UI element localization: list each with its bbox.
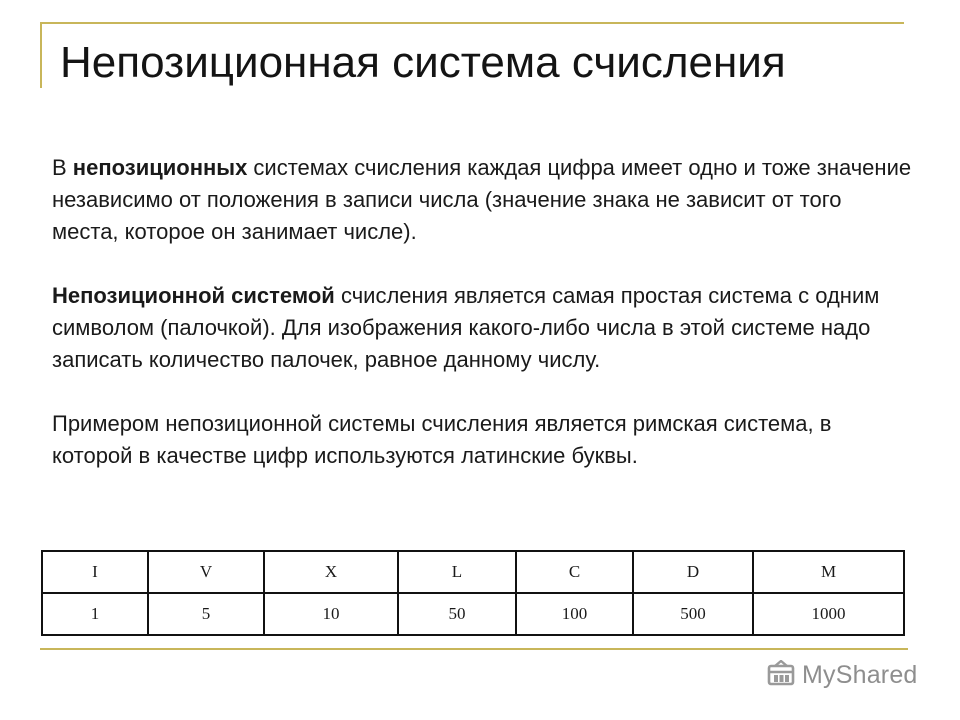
watermark-text: MyShared — [802, 660, 918, 689]
paragraph-2-text: счисления является самая простая система с одним символом (палочкой). Для изображения какого-либо числа в этой системе надо записать количество палочек, равное данному числу. — [52, 283, 880, 372]
paragraph-1-text: системах счисления каждая цифра имеет одно и тоже значение независимо от положения в записи числа (значение знака не зависит от того места, которое он занимает числе). — [52, 155, 912, 244]
paragraph-2 — [52, 280, 912, 376]
roman-numerals-table — [41, 550, 905, 636]
table-cell-value: 1000 — [753, 593, 904, 635]
frame-line-bottom — [40, 648, 908, 650]
frame-line-left — [40, 22, 42, 88]
table-cell-symbol: X — [264, 551, 398, 593]
table-cell-value: 5 — [148, 593, 264, 635]
table-cell-value: 50 — [398, 593, 516, 635]
table-row-values — [42, 593, 904, 635]
table-cell-value: 10 — [264, 593, 398, 635]
table-cell-symbol: L — [398, 551, 516, 593]
table-cell-symbol: I — [42, 551, 148, 593]
table-cell-symbol: V — [148, 551, 264, 593]
paragraph-3 — [52, 408, 912, 472]
watermark-logo — [766, 655, 918, 695]
paragraph-1 — [52, 152, 912, 248]
paragraph-1-lead: В — [52, 155, 73, 180]
table-cell-symbol: M — [753, 551, 904, 593]
paragraph-1-bold: непозиционных — [72, 155, 248, 180]
frame-line-top — [40, 22, 904, 24]
slide-title: Непозиционная система счисления — [60, 38, 786, 87]
table-cell-symbol: C — [516, 551, 633, 593]
paragraph-3-text: Примером непозиционной системы счисления является римская система, в которой в качестве цифр используются латинские буквы. — [52, 411, 832, 468]
table-cell-value: 100 — [516, 593, 633, 635]
table-row-symbols — [42, 551, 904, 593]
table-cell-value: 500 — [633, 593, 753, 635]
slide-body — [52, 152, 912, 504]
myshared-logo-icon — [766, 660, 796, 690]
table-cell-symbol: D — [633, 551, 753, 593]
table-cell-value: 1 — [42, 593, 148, 635]
paragraph-2-bold: Непозиционной системой — [52, 283, 335, 308]
